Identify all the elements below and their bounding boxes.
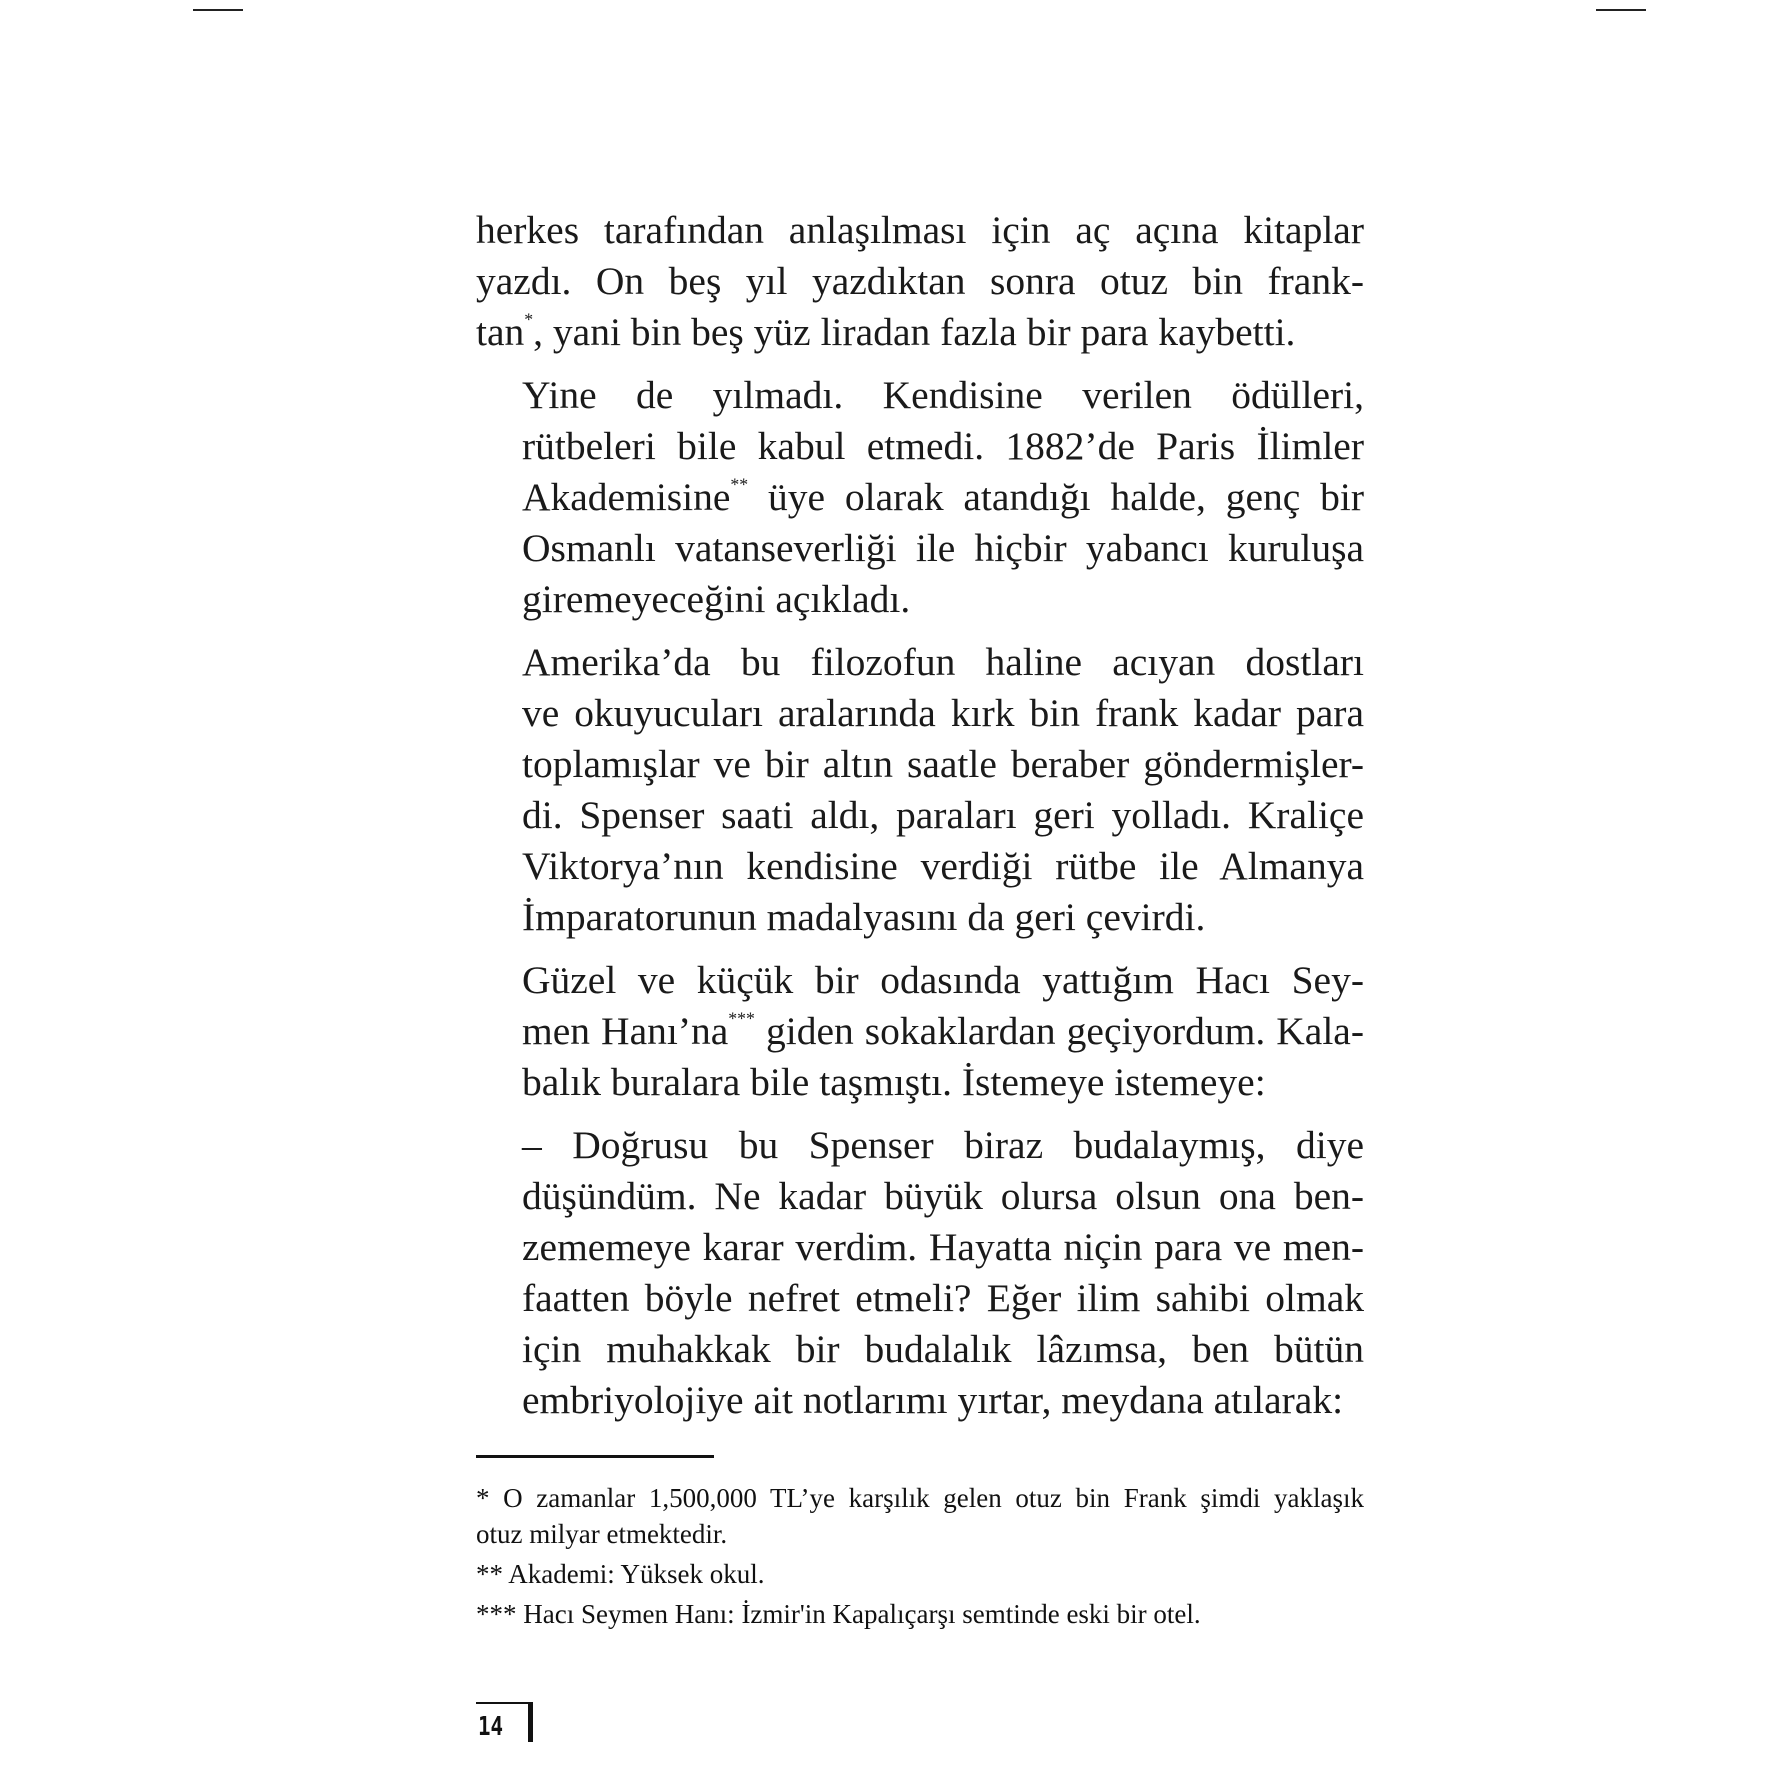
footnote (476, 1596, 1364, 1632)
text-line: Güzel ve küçük bir odasında yattığım Hacı Sey- (522, 958, 1364, 1002)
line-text: , yani bin beş yüz liradan fazla bir para kaybetti. (533, 310, 1296, 354)
body-text (476, 205, 1364, 1438)
text-line: herkes tarafından anlaşılması için aç açına kitaplar (476, 208, 1364, 252)
text-line: giremeyeceğini açıkladı. (522, 577, 911, 621)
text-line: – Doğrusu bu Spenser biraz budalaymış, diye (522, 1123, 1364, 1167)
text-line: için muhakkak bir budalalık lâzımsa, ben bütün (522, 1327, 1364, 1371)
footnote-marker: * (524, 309, 534, 330)
text-line: yazdı. On beş yıl yazdıktan sonra otuz bin frank- (476, 259, 1364, 303)
footnotes (476, 1480, 1364, 1636)
paragraph (476, 955, 1364, 1108)
paragraph (476, 637, 1364, 943)
text-line (476, 307, 1364, 358)
page-folio (476, 1702, 532, 1744)
text-line: Osmanlı vatanseverliği ile hiçbir yabancı kuruluşa (522, 526, 1364, 570)
paragraph (476, 1120, 1364, 1426)
text-line (476, 1006, 1364, 1057)
line-text: Akademisine (522, 475, 731, 519)
text-line: ve okuyucuları aralarında kırk bin frank kadar para (522, 691, 1364, 735)
text-line: embriyolojiye ait notlarımı yırtar, meydana atılarak: (522, 1378, 1344, 1422)
footnote-marker: *** (728, 1008, 755, 1029)
paragraph (476, 205, 1364, 358)
text-line: di. Spenser saati aldı, paraları geri yolladı. Kraliçe (522, 793, 1364, 837)
footnote (476, 1480, 1364, 1552)
text-line: düşündüm. Ne kadar büyük olursa olsun ona ben- (522, 1174, 1364, 1218)
footnote-marker: ** (730, 474, 749, 495)
text-line: Amerika’da bu filozofun haline acıyan dostları (522, 640, 1364, 684)
crop-mark-right (1596, 9, 1646, 11)
footnote-rule (476, 1455, 714, 1458)
paragraph (476, 370, 1364, 625)
line-text: giden sokaklardan geçiyordum. Kala- (754, 1009, 1364, 1053)
text-line: rütbeleri bile kabul etmedi. 1882’de Paris İlimler (522, 424, 1364, 468)
text-line: balık buralara bile taşmıştı. İstemeye istemeye: (522, 1060, 1266, 1104)
text-line: zememeye karar verdim. Hayatta niçin para ve men- (522, 1225, 1364, 1269)
footnote-line: *** Hacı Seymen Hanı: İzmir'in Kapalıçarşı semtinde eski bir otel. (476, 1599, 1201, 1629)
text-line: toplamışlar ve bir altın saatle beraber göndermişler- (522, 742, 1364, 786)
footnote-line: ** Akademi: Yüksek okul. (476, 1559, 765, 1589)
folio-bar (528, 1702, 533, 1742)
footnote-line: * O zamanlar 1,500,000 TL’ye karşılık gelen otuz bin Frank şimdi yaklaşık (476, 1483, 1364, 1513)
page-number: 14 (478, 1712, 504, 1742)
text-line (476, 472, 1364, 523)
text-line: Viktorya’nın kendisine verdiği rütbe ile Almanya (522, 844, 1364, 888)
line-text: men Hanı’na (522, 1009, 729, 1053)
crop-mark-left (193, 9, 243, 11)
footnote (476, 1556, 1364, 1592)
text-line: Yine de yılmadı. Kendisine verilen ödülleri, (522, 373, 1364, 417)
footnote-line: otuz milyar etmektedir. (476, 1519, 728, 1549)
line-text: tan (476, 310, 525, 354)
text-line: İmparatorunun madalyasını da geri çevirdi. (522, 895, 1206, 939)
line-text: üye olarak atandığı halde, genç bir (748, 475, 1364, 519)
text-line: faatten böyle nefret etmeli? Eğer ilim sahibi olmak (522, 1276, 1364, 1320)
